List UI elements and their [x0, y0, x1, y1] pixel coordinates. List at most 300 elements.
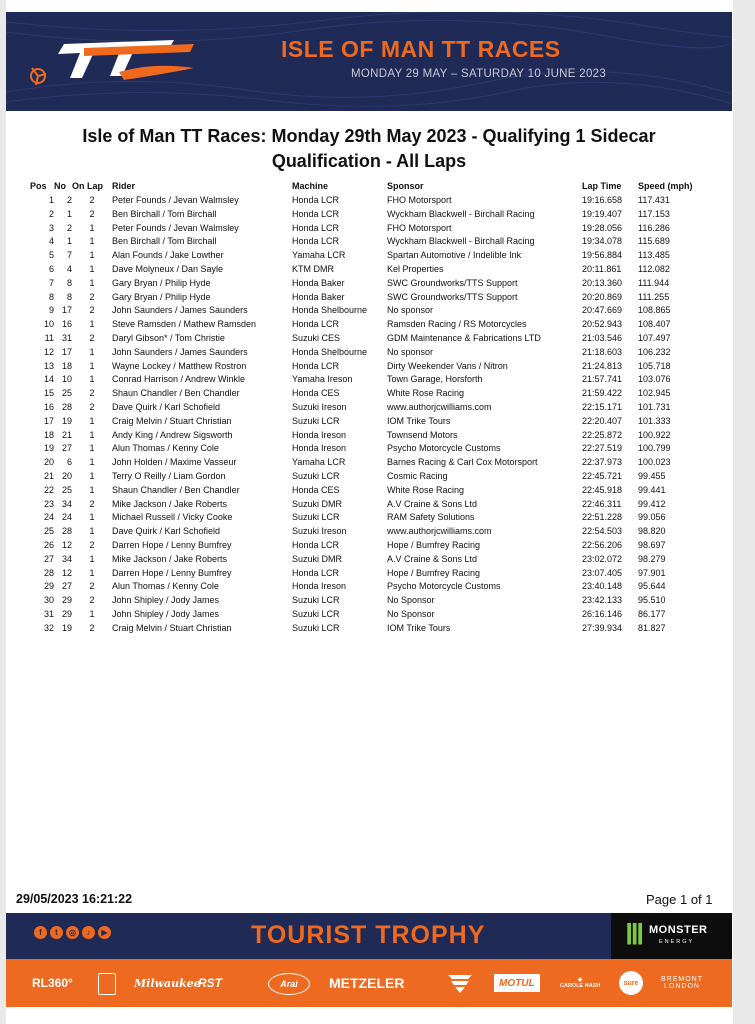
cell-on-lap: 1	[89, 222, 95, 233]
cell-speed: 105.718	[638, 360, 671, 371]
cell-speed: 98.820	[638, 526, 666, 537]
cell-pos: 7	[48, 277, 54, 288]
cell-machine: Suzuki LCR	[292, 622, 340, 633]
cell-no: 10	[61, 374, 72, 385]
tourist-trophy-title: TOURIST TROPHY	[251, 921, 486, 949]
table-row	[30, 318, 698, 332]
table-row	[30, 401, 698, 415]
cell-speed: 100.799	[638, 443, 671, 454]
cell-rider: Michael Russell / Vicky Cooke	[112, 512, 233, 523]
col-header-on-lap: On Lap	[72, 181, 103, 192]
cell-machine: Honda CES	[292, 388, 340, 399]
cell-machine: Honda LCR	[292, 208, 340, 219]
cell-pos: 9	[48, 305, 54, 316]
cell-machine: Yamaha Ireson	[292, 374, 353, 385]
cell-rider: Craig Melvin / Stuart Christian	[112, 415, 232, 426]
cell-no: 12	[61, 567, 72, 578]
table-row	[30, 470, 698, 484]
table-row	[30, 525, 698, 539]
cell-no: 19	[61, 622, 72, 633]
cell-sponsor: No sponsor	[387, 346, 434, 357]
cell-machine: Suzuki CES	[292, 332, 341, 343]
table-row	[30, 332, 698, 346]
cell-on-lap: 2	[89, 401, 95, 412]
col-header-no: No	[54, 181, 66, 192]
cell-on-lap: 1	[89, 526, 95, 537]
cell-lap-time: 22:15.171	[582, 401, 623, 412]
header-banner	[6, 12, 732, 111]
carole-nash-icon: ◆	[578, 977, 583, 983]
cell-speed: 81.827	[638, 622, 666, 633]
cell-pos: 30	[43, 595, 54, 606]
cell-machine: Honda LCR	[292, 195, 340, 205]
cell-no: 7	[66, 250, 72, 261]
cell-rider: Darren Hope / Lenny Bumfrey	[112, 539, 232, 550]
cell-rider: Craig Melvin / Stuart Christian	[112, 622, 232, 633]
table-row	[30, 442, 698, 456]
cell-sponsor: Kel Properties	[387, 263, 444, 274]
tiktok-icon[interactable]: ♪	[82, 926, 95, 939]
cell-sponsor: Psycho Motorcycle Customs	[387, 581, 501, 592]
header-dates: MONDAY 29 MAY – SATURDAY 10 JUNE 2023	[351, 68, 607, 80]
cell-lap-time: 22:37.973	[582, 457, 623, 468]
table-row	[30, 484, 698, 498]
sponsor-sure: sure	[619, 971, 643, 995]
cell-rider: Gary Bryan / Philip Hyde	[112, 291, 211, 302]
cell-no: 8	[66, 291, 72, 302]
cell-rider: John Saunders / James Saunders	[112, 346, 248, 357]
cell-speed: 117.153	[638, 208, 670, 219]
cell-speed: 112.082	[638, 263, 670, 274]
print-datetime: 29/05/2023 16:21:22	[16, 892, 133, 906]
cell-on-lap: 1	[89, 236, 95, 247]
cell-on-lap: 1	[89, 250, 95, 261]
cell-lap-time: 19:19.407	[582, 208, 623, 219]
table-row	[30, 235, 698, 249]
col-header-rider: Rider	[112, 181, 136, 192]
cell-speed: 101.333	[638, 415, 671, 426]
cell-speed: 95.510	[638, 595, 666, 606]
cell-rider: Mike Jackson / Jake Roberts	[112, 553, 228, 564]
cell-rider: Alun Thomas / Kenny Cole	[112, 581, 219, 592]
cell-lap-time: 19:16.658	[582, 195, 623, 205]
table-row	[30, 498, 698, 512]
cell-machine: Honda CES	[292, 484, 340, 495]
cell-pos: 25	[43, 526, 54, 537]
cell-sponsor: RAM Safety Solutions	[387, 512, 475, 523]
cell-machine: Suzuki Ireson	[292, 401, 347, 412]
cell-no: 28	[61, 401, 72, 412]
cell-machine: Yamaha LCR	[292, 250, 346, 261]
cell-speed: 99.455	[638, 470, 666, 481]
cell-lap-time: 21:18.603	[582, 346, 623, 357]
cell-on-lap: 1	[89, 319, 95, 330]
cell-pos: 11	[44, 332, 54, 343]
cell-sponsor: White Rose Racing	[387, 484, 465, 495]
cell-speed: 97.901	[638, 567, 666, 578]
cell-sponsor: Hope / Bumfrey Racing	[387, 567, 481, 578]
cell-sponsor: GDM Maintenance & Fabrications LTD	[387, 332, 541, 343]
cell-machine: Honda LCR	[292, 236, 340, 247]
cell-machine: Honda LCR	[292, 360, 340, 371]
cell-sponsor: Ramsden Racing / RS Motorcycles	[387, 319, 527, 330]
cell-rider: Mike Jackson / Jake Roberts	[112, 498, 228, 509]
table-header-row	[30, 180, 698, 194]
table-row	[30, 553, 698, 567]
cell-on-lap: 1	[89, 374, 95, 385]
cell-rider: Darren Hope / Lenny Bumfrey	[112, 567, 232, 578]
cell-on-lap: 2	[89, 388, 95, 399]
cell-no: 12	[61, 539, 72, 550]
cell-machine: Suzuki DMR	[292, 553, 343, 564]
cell-on-lap: 1	[89, 457, 95, 468]
cell-pos: 13	[43, 360, 54, 371]
cell-sponsor: www.authorjcwilliams.com	[387, 526, 492, 537]
cell-rider: Steve Ramsden / Mathew Ramsden	[112, 319, 257, 330]
cell-machine: Suzuki LCR	[292, 415, 340, 426]
cell-no: 16	[61, 319, 72, 330]
cell-on-lap: 1	[89, 470, 95, 481]
cell-rider: John Shipley / Jody James	[112, 595, 220, 606]
cell-rider: Ben Birchall / Tom Birchall	[112, 236, 217, 247]
cell-machine: KTM DMR	[292, 263, 334, 274]
cell-machine: Honda Shelbourne	[292, 346, 368, 357]
table-row	[30, 346, 698, 360]
cell-rider: Peter Founds / Jevan Walmsley	[112, 195, 239, 205]
cell-speed: 99.056	[638, 512, 666, 523]
cell-no: 34	[61, 553, 72, 564]
cell-no: 24	[61, 512, 72, 523]
cell-sponsor: Psycho Motorcycle Customs	[387, 443, 501, 454]
cell-pos: 26	[43, 539, 54, 550]
cell-machine: Suzuki LCR	[292, 595, 340, 606]
cell-on-lap: 1	[89, 360, 95, 371]
cell-on-lap: 2	[89, 305, 95, 316]
cell-pos: 17	[43, 415, 54, 426]
cell-lap-time: 22:27.519	[582, 443, 623, 454]
cell-lap-time: 23:07.405	[582, 567, 623, 578]
cell-speed: 113.485	[638, 250, 670, 261]
cell-lap-time: 21:59.422	[582, 388, 623, 399]
cell-rider: John Holden / Maxime Vasseur	[112, 457, 237, 468]
cell-on-lap: 1	[89, 443, 95, 454]
cell-on-lap: 1	[89, 608, 95, 619]
cell-lap-time: 22:45.721	[582, 470, 623, 481]
cell-lap-time: 22:51.228	[582, 512, 623, 523]
cell-no: 19	[61, 415, 72, 426]
cell-sponsor: Barnes Racing & Carl Cox Motorsport	[387, 457, 538, 468]
cell-speed: 99.412	[638, 498, 666, 509]
cell-machine: Honda LCR	[292, 567, 340, 578]
cell-sponsor: Dirty Weekender Vans / Nitron	[387, 360, 508, 371]
cell-on-lap: 2	[89, 332, 95, 343]
cell-pos: 5	[48, 250, 54, 261]
cell-machine: Honda Baker	[292, 291, 345, 302]
cell-lap-time: 19:56.884	[582, 250, 623, 261]
twitter-icon[interactable]: t	[50, 926, 63, 939]
cell-no: 27	[61, 443, 72, 454]
cell-sponsor: Spartan Automotive / Indelible Ink	[387, 250, 522, 261]
cell-machine: Honda LCR	[292, 539, 340, 550]
cell-lap-time: 23:40.148	[582, 581, 623, 592]
cell-rider: Daryl Gibson* / Tom Christie	[112, 332, 225, 343]
cell-no: 17	[61, 305, 72, 316]
cell-on-lap: 2	[89, 291, 95, 302]
page-number: Page 1 of 1	[646, 892, 713, 907]
bremont-line-2: LONDON	[664, 983, 700, 990]
cell-sponsor: No Sponsor	[387, 595, 435, 606]
cell-machine: Honda Ireson	[292, 443, 347, 454]
cell-pos: 14	[43, 374, 54, 385]
sponsor-rl360: RL360°	[32, 976, 73, 990]
cell-no: 25	[61, 388, 72, 399]
table-row	[30, 249, 698, 263]
cell-pos: 8	[48, 291, 54, 302]
cell-lap-time: 22:46.311	[582, 498, 622, 509]
cell-speed: 98.279	[638, 553, 666, 564]
cell-sponsor: IOM Trike Tours	[387, 622, 451, 633]
cell-rider: Ben Birchall / Tom Birchall	[112, 208, 217, 219]
cell-pos: 6	[48, 263, 54, 274]
cell-on-lap: 1	[89, 263, 95, 274]
footer-banner	[6, 913, 732, 959]
cell-no: 29	[61, 595, 72, 606]
cell-on-lap: 1	[89, 567, 95, 578]
cell-pos: 15	[43, 388, 54, 399]
carole-nash-label: CAROLE NASH	[560, 983, 601, 989]
cell-lap-time: 23:02.072	[582, 553, 623, 564]
sponsor-tt-crest-icon	[98, 973, 116, 995]
youtube-icon[interactable]: ▶	[98, 926, 111, 939]
cell-lap-time: 20:13.360	[582, 277, 623, 288]
cell-no: 21	[61, 429, 72, 440]
cell-speed: 103.076	[638, 374, 671, 385]
cell-rider: John Saunders / James Saunders	[112, 305, 248, 316]
cell-on-lap: 1	[89, 484, 95, 495]
cell-speed: 102.945	[638, 388, 671, 399]
cell-pos: 32	[43, 622, 54, 633]
cell-pos: 12	[43, 346, 54, 357]
cell-sponsor: A.V Craine & Sons Ltd	[387, 498, 478, 509]
cell-no: 28	[61, 526, 72, 537]
cell-lap-time: 21:57.741	[582, 374, 623, 385]
cell-lap-time: 26:16.146	[582, 608, 623, 619]
sponsor-metzeler: METZELER	[329, 975, 405, 991]
cell-machine: Yamaha LCR	[292, 457, 346, 468]
cell-no: 4	[66, 263, 72, 274]
cell-machine: Suzuki LCR	[292, 608, 340, 619]
cell-machine: Honda Baker	[292, 277, 345, 288]
cell-pos: 10	[43, 319, 54, 330]
cell-pos: 31	[43, 608, 54, 619]
cell-rider: Shaun Chandler / Ben Chandler	[112, 388, 240, 399]
table-row	[30, 222, 698, 236]
cell-pos: 21	[43, 470, 54, 481]
cell-pos: 3	[48, 222, 54, 233]
cell-speed: 101.731	[638, 401, 671, 412]
cell-pos: 28	[43, 567, 54, 578]
cell-sponsor: Townsend Motors	[387, 429, 458, 440]
cell-rider: Dave Quirk / Karl Schofield	[112, 401, 221, 412]
cell-speed: 99.441	[638, 484, 666, 495]
cell-rider: Wayne Lockey / Matthew Rostron	[112, 360, 247, 371]
cell-sponsor: Town Garage, Horsforth	[387, 374, 483, 385]
sponsor-arai: Arai	[268, 973, 310, 995]
cell-pos: 27	[43, 553, 54, 564]
table-row	[30, 511, 698, 525]
cell-lap-time: 19:28.056	[582, 222, 623, 233]
cell-pos: 20	[43, 457, 54, 468]
col-header-pos: Pos	[30, 181, 47, 192]
cell-machine: Honda Ireson	[292, 429, 347, 440]
table-row	[30, 387, 698, 401]
cell-lap-time: 22:45.918	[582, 484, 623, 495]
results-table	[30, 180, 698, 636]
table-row	[30, 208, 698, 222]
table-row	[30, 456, 698, 470]
cell-speed: 100.922	[638, 429, 671, 440]
cell-machine: Suzuki Ireson	[292, 526, 347, 537]
cell-on-lap: 2	[89, 195, 95, 205]
cell-machine: Honda Ireson	[292, 581, 347, 592]
cell-rider: Dave Quirk / Karl Schofield	[112, 526, 221, 537]
cell-speed: 95.644	[638, 581, 666, 592]
cell-rider: John Shipley / Jody James	[112, 608, 220, 619]
monster-name: MONSTER	[649, 924, 708, 936]
cell-speed: 108.865	[638, 305, 671, 316]
cell-machine: Suzuki LCR	[292, 512, 340, 523]
cell-on-lap: 1	[89, 346, 95, 357]
cell-speed: 111.255	[638, 291, 670, 302]
cell-sponsor: www.authorjcwilliams.com	[387, 401, 492, 412]
cell-speed: 106.232	[638, 346, 671, 357]
cell-sponsor: IOM Trike Tours	[387, 415, 451, 426]
cell-pos: 1	[48, 195, 54, 205]
cell-sponsor: FHO Motorsport	[387, 195, 452, 205]
cell-pos: 23	[43, 498, 54, 509]
cell-rider: Shaun Chandler / Ben Chandler	[112, 484, 240, 495]
col-header-speed: Speed (mph)	[638, 181, 693, 192]
cell-rider: Alun Thomas / Kenny Cole	[112, 443, 219, 454]
cell-no: 17	[61, 346, 72, 357]
cell-on-lap: 2	[89, 622, 95, 633]
title-line-1: Isle of Man TT Races: Monday 29th May 2023 - Qualifying 1 Sidecar	[82, 126, 656, 146]
cell-sponsor: Wyckham Blackwell - Birchall Racing	[387, 236, 535, 247]
cell-no: 1	[66, 236, 72, 247]
cell-pos: 18	[43, 429, 54, 440]
cell-no: 6	[66, 457, 72, 468]
cell-lap-time: 23:42.133	[582, 595, 623, 606]
cell-pos: 29	[43, 581, 54, 592]
cell-lap-time: 22:25.872	[582, 429, 623, 440]
title-line-2: Qualification - All Laps	[271, 151, 467, 171]
cell-no: 34	[61, 498, 72, 509]
cell-machine: Honda LCR	[292, 222, 340, 233]
cell-lap-time: 20:47.669	[582, 305, 623, 316]
cell-machine: Suzuki LCR	[292, 470, 340, 481]
cell-on-lap: 1	[89, 429, 95, 440]
cell-lap-time: 20:20.869	[582, 291, 623, 302]
page-edge-right	[733, 0, 755, 1024]
cell-lap-time: 20:11.861	[582, 263, 622, 274]
cell-pos: 4	[48, 236, 54, 247]
cell-rider: Alan Founds / Jake Lowther	[112, 250, 224, 261]
facebook-icon[interactable]: f	[34, 926, 47, 939]
cell-on-lap: 2	[89, 498, 95, 509]
cell-speed: 117.431	[638, 195, 670, 205]
cell-on-lap: 2	[89, 581, 95, 592]
instagram-icon[interactable]: ◎	[66, 926, 79, 939]
social-links	[34, 926, 111, 939]
cell-lap-time: 19:34.078	[582, 236, 623, 247]
cell-on-lap: 2	[89, 208, 95, 219]
cell-no: 31	[61, 332, 72, 343]
cell-no: 1	[66, 208, 72, 219]
cell-lap-time: 21:24.813	[582, 360, 623, 371]
cell-lap-time: 27:39.934	[582, 622, 623, 633]
cell-sponsor: SWC Groundworks/TTS Support	[387, 291, 518, 302]
sponsor-rst: RST	[198, 976, 222, 990]
document-title	[6, 124, 732, 174]
cell-no: 8	[66, 277, 72, 288]
table-row	[30, 415, 698, 429]
cell-lap-time: 20:52.943	[582, 319, 623, 330]
col-header-sponsor: Sponsor	[387, 181, 424, 192]
cell-sponsor: No sponsor	[387, 305, 434, 316]
cell-pos: 2	[48, 208, 54, 219]
cell-rider: Dave Molyneux / Dan Sayle	[112, 263, 224, 274]
sponsor-bremont	[661, 959, 703, 1007]
cell-speed: 111.944	[638, 277, 670, 288]
cell-rider: Gary Bryan / Philip Hyde	[112, 277, 211, 288]
cell-on-lap: 1	[89, 277, 95, 288]
cell-speed: 108.407	[638, 319, 671, 330]
tt-logo	[24, 32, 204, 92]
table-row	[30, 277, 698, 291]
cell-sponsor: FHO Motorsport	[387, 222, 452, 233]
cell-speed: 86.177	[638, 608, 666, 619]
table-row	[30, 580, 698, 594]
cell-no: 2	[66, 222, 72, 233]
cell-speed: 115.689	[638, 236, 670, 247]
cell-rider: Terry O Reilly / Liam Gordon	[112, 470, 226, 481]
cell-on-lap: 2	[89, 595, 95, 606]
cell-machine: Suzuki DMR	[292, 498, 343, 509]
table-row	[30, 291, 698, 305]
cell-no: 29	[61, 608, 72, 619]
cell-speed: 100.023	[638, 457, 671, 468]
cell-rider: Conrad Harrison / Andrew Winkle	[112, 374, 246, 385]
cell-rider: Andy King / Andrew Sigsworth	[112, 429, 233, 440]
sponsor-milwaukee: Milwaukee	[134, 976, 201, 990]
cell-sponsor: Cosmic Racing	[387, 470, 448, 481]
results-body	[30, 194, 698, 636]
cell-sponsor: Hope / Bumfrey Racing	[387, 539, 481, 550]
sponsor-motul: MOTUL	[494, 974, 540, 992]
cell-pos: 24	[43, 512, 54, 523]
cell-sponsor: No Sponsor	[387, 608, 435, 619]
table-row	[30, 608, 698, 622]
header-title: ISLE OF MAN TT RACES	[281, 36, 561, 62]
sponsor-carole-nash	[560, 959, 600, 1007]
cell-no: 18	[61, 360, 72, 371]
cell-machine: Honda Shelbourne	[292, 305, 368, 316]
table-row	[30, 594, 698, 608]
cell-lap-time: 22:54.503	[582, 526, 623, 537]
cell-on-lap: 1	[89, 415, 95, 426]
cell-sponsor: White Rose Racing	[387, 388, 465, 399]
cell-sponsor: A.V Craine & Sons Ltd	[387, 553, 478, 564]
